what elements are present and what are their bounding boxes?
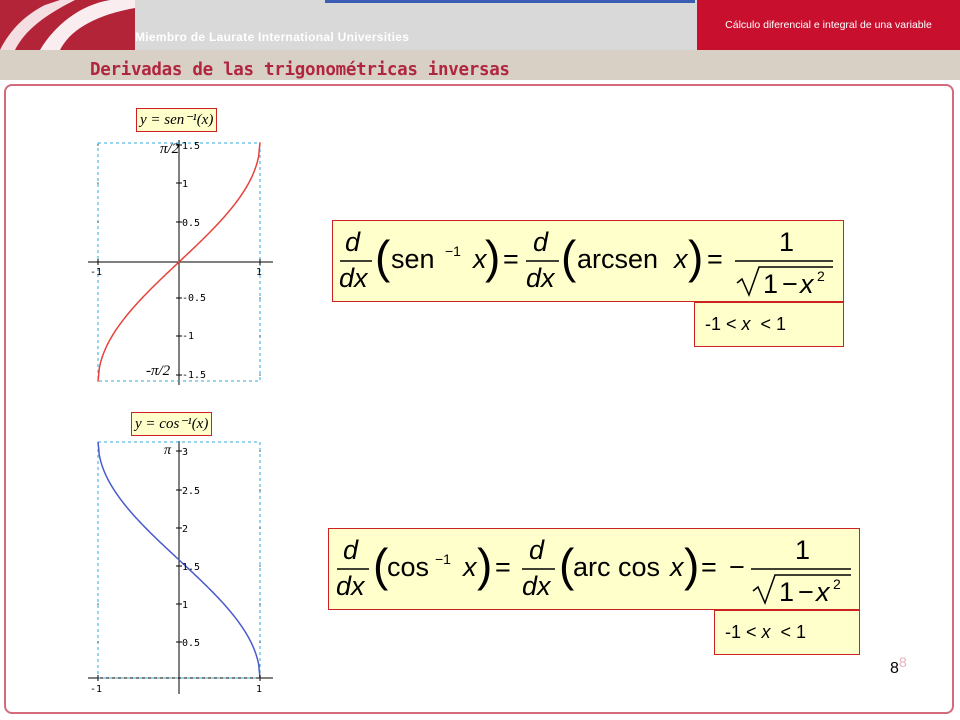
arcsin-ytick-0.5: 0.5: [182, 218, 201, 229]
arccos-function-label: y = cos⁻¹(x): [131, 412, 212, 436]
svg-text:=: =: [503, 244, 519, 274]
svg-text:(: (: [559, 539, 575, 591]
arccos-ytick-1: 1: [182, 600, 189, 611]
svg-text:d: d: [529, 535, 545, 565]
arccos-radicand-var: x: [816, 577, 830, 607]
arccos-ytick-0.5: 0.5: [182, 638, 201, 649]
svg-text:(: (: [561, 231, 577, 283]
svg-text:): ): [477, 539, 493, 591]
arcsin-top-annotation: π/2: [160, 141, 180, 157]
arccos-cond-var: x: [761, 622, 771, 642]
arcsin-radicand-op: −: [782, 269, 798, 299]
arccos-xtick-1: 1: [256, 684, 263, 695]
arcsin-mid-func: arcsen: [577, 244, 659, 274]
slide-title: Derivadas de las trigonométricas inversas: [90, 60, 510, 80]
arcsin-graph: [78, 135, 288, 390]
arccos-radicand-op: −: [798, 577, 814, 607]
arcsin-domain-condition: [694, 302, 844, 347]
svg-text:d: d: [345, 227, 361, 257]
arccos-mid-var: x: [670, 552, 684, 582]
arcsin-ytick-1.5: 1.5: [182, 141, 201, 152]
arccos-formula-svg: [329, 529, 859, 609]
arccos-xtick-neg1: -1: [90, 684, 103, 695]
arccos-ytick-3: 3: [182, 447, 189, 458]
arccos-ytick-2: 2: [182, 524, 189, 535]
svg-text:dx: dx: [522, 571, 551, 601]
arcsin-radicand-var: x: [800, 269, 814, 299]
arcsin-bottom-annotation: -π/2: [146, 363, 171, 379]
arcsin-lhs-exp: −1: [445, 243, 461, 259]
arcsin-cond-right: < 1: [750, 314, 787, 334]
header-bar: [0, 0, 960, 50]
arccos-sign: −: [729, 552, 745, 582]
arccos-ytick-2.5: 2.5: [182, 486, 201, 497]
arcsin-numerator: 1: [779, 227, 795, 257]
arcsin-derivative-formula: [332, 220, 844, 302]
arccos-cond-right: < 1: [770, 622, 807, 642]
header-accent-strip: [325, 0, 695, 3]
arcsin-mid-var: x: [674, 244, 688, 274]
member-text: Miembro de Laurate International Universities: [135, 30, 410, 44]
arcsin-ytick-neg0.5: -0.5: [182, 293, 207, 304]
arcsin-lhs-func: sen: [391, 244, 435, 274]
arcsin-ytick-1: 1: [182, 179, 189, 190]
svg-text:(: (: [373, 539, 389, 591]
arccos-lhs-exp: −1: [435, 551, 451, 567]
course-title: Cálculo diferencial e integral de una variable: [697, 0, 960, 50]
page-number-ghost: 8: [899, 654, 907, 670]
arcsin-xtick-neg1: -1: [90, 267, 103, 278]
arccos-radicand-exp: 2: [833, 576, 841, 592]
university-logo: [0, 0, 135, 50]
arccos-lhs-var: x: [463, 552, 477, 582]
arcsin-ytick-neg1: -1: [182, 331, 195, 342]
arccos-derivative-formula: [328, 528, 860, 610]
arcsin-cond-var: x: [741, 314, 751, 334]
arccos-radicand-const: 1: [779, 577, 795, 607]
svg-text:=: =: [701, 552, 717, 582]
svg-text:): ): [688, 231, 704, 283]
svg-text:d: d: [343, 535, 359, 565]
arccos-ytick-1.5: 1.5: [182, 562, 201, 573]
arcsin-radicand-const: 1: [763, 269, 779, 299]
arccos-graph: [78, 436, 288, 698]
arccos-domain-condition: [714, 610, 860, 655]
arcsin-cond-left: -1 <: [705, 314, 742, 334]
arccos-top-annotation: π: [164, 443, 172, 458]
arccos-numerator: 1: [795, 535, 811, 565]
svg-text:dx: dx: [336, 571, 365, 601]
arcsin-formula-svg: [333, 221, 843, 301]
page-number: 8: [890, 660, 899, 677]
arccos-mid-func: arc cos: [573, 552, 661, 582]
svg-text:): ): [485, 231, 501, 283]
svg-text:dx: dx: [526, 263, 555, 293]
svg-text:=: =: [707, 244, 723, 274]
arcsin-ytick-neg1.5: -1.5: [182, 370, 207, 381]
svg-text:): ): [684, 539, 700, 591]
arcsin-radicand-exp: 2: [817, 268, 825, 284]
arccos-cond-left: -1 <: [725, 622, 762, 642]
arcsin-lhs-var: x: [473, 244, 487, 274]
arcsin-xtick-1: 1: [256, 267, 263, 278]
arccos-lhs-func: cos: [387, 552, 430, 582]
svg-text:=: =: [495, 552, 511, 582]
logo-swoosh-icon: [0, 0, 135, 50]
arcsin-function-label: y = sen⁻¹(x): [136, 108, 217, 132]
svg-text:dx: dx: [339, 263, 368, 293]
svg-text:(: (: [375, 231, 391, 283]
svg-text:d: d: [533, 227, 549, 257]
